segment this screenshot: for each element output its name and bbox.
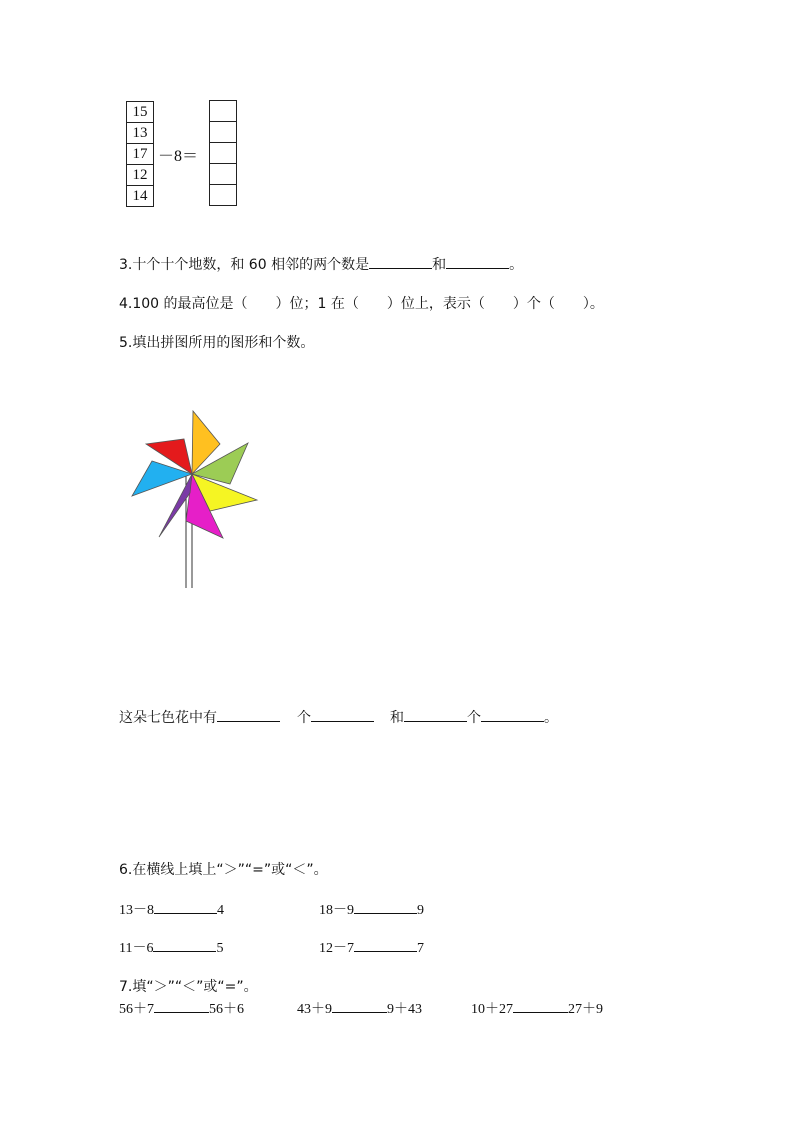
q3-mid: 和 <box>432 257 447 273</box>
answer-blank[interactable] <box>217 709 280 722</box>
q7-left: 43＋9 <box>297 1002 332 1017</box>
q7-right: 56＋6 <box>209 1002 244 1017</box>
q6-left: 11－6 <box>119 941 154 956</box>
answer-blank[interactable] <box>332 1000 387 1013</box>
question-7-title: 7.填“＞”“＜”或“=”。 <box>119 979 258 995</box>
q7-item <box>119 998 244 1018</box>
number-cell: 15 <box>127 102 153 123</box>
q3-suffix: 。 <box>509 257 524 273</box>
q7-left: 10＋27 <box>471 1002 513 1017</box>
q5-fill-p5: 。 <box>544 710 558 726</box>
answer-blank[interactable] <box>446 256 509 269</box>
q6-right: 7 <box>417 941 424 956</box>
q6-right: 4 <box>217 903 224 918</box>
answer-blank[interactable] <box>404 709 467 722</box>
question-3 <box>119 254 523 274</box>
answer-box[interactable] <box>210 143 236 164</box>
question-4: 4.100 的最高位是（ ）位；1 在（ ）位上，表示（ ）个（ ）。 <box>119 296 604 312</box>
q3-prefix: 3.十个十个地数，和 60 相邻的两个数是 <box>119 257 370 273</box>
number-cell: 13 <box>127 123 153 144</box>
q7-item <box>471 998 603 1018</box>
answer-column <box>209 100 237 206</box>
question-5-fill <box>119 707 558 727</box>
q7-left: 56＋7 <box>119 1002 154 1017</box>
answer-box[interactable] <box>210 101 236 122</box>
q6-item <box>319 937 424 957</box>
number-cell: 17 <box>127 144 153 165</box>
q6-item <box>119 899 224 919</box>
answer-blank[interactable] <box>354 901 417 914</box>
q5-fill-p3: 和 <box>390 710 404 726</box>
answer-blank[interactable] <box>311 709 374 722</box>
number-cell: 14 <box>132 188 148 204</box>
q5-fill-p1: 这朵七色花中有 <box>119 710 217 726</box>
q5-fill-p2: 个 <box>297 710 311 726</box>
q6-left: 12－7 <box>319 941 354 956</box>
q5-fill-p4: 个 <box>467 710 481 726</box>
q7-right: 27＋9 <box>568 1002 603 1017</box>
q6-right: 9 <box>417 903 424 918</box>
question-6-title: 6.在横线上填上“＞”“=”或“＜”。 <box>119 862 328 878</box>
q6-item <box>119 937 223 957</box>
answer-blank[interactable] <box>154 901 217 914</box>
q6-left: 18－9 <box>319 903 354 918</box>
q7-right: 9＋43 <box>387 1002 422 1017</box>
answer-blank[interactable] <box>154 1000 209 1013</box>
q6-item <box>319 899 424 919</box>
answer-box[interactable] <box>210 164 236 185</box>
operator-label: －8＝ <box>158 148 199 165</box>
pinwheel-figure <box>120 400 270 595</box>
number-column <box>126 101 154 207</box>
question-5-title: 5.填出拼图所用的图形和个数。 <box>119 335 315 351</box>
q6-left: 13－8 <box>119 903 154 918</box>
answer-blank[interactable] <box>153 939 216 952</box>
answer-blank[interactable] <box>354 939 417 952</box>
q6-right: 5 <box>216 941 224 956</box>
answer-box[interactable] <box>210 185 236 205</box>
number-cell: 12 <box>127 165 153 186</box>
answer-box[interactable] <box>210 122 236 143</box>
answer-blank[interactable] <box>481 709 544 722</box>
answer-blank[interactable] <box>369 256 432 269</box>
answer-blank[interactable] <box>513 1000 568 1013</box>
q7-item <box>297 998 422 1018</box>
